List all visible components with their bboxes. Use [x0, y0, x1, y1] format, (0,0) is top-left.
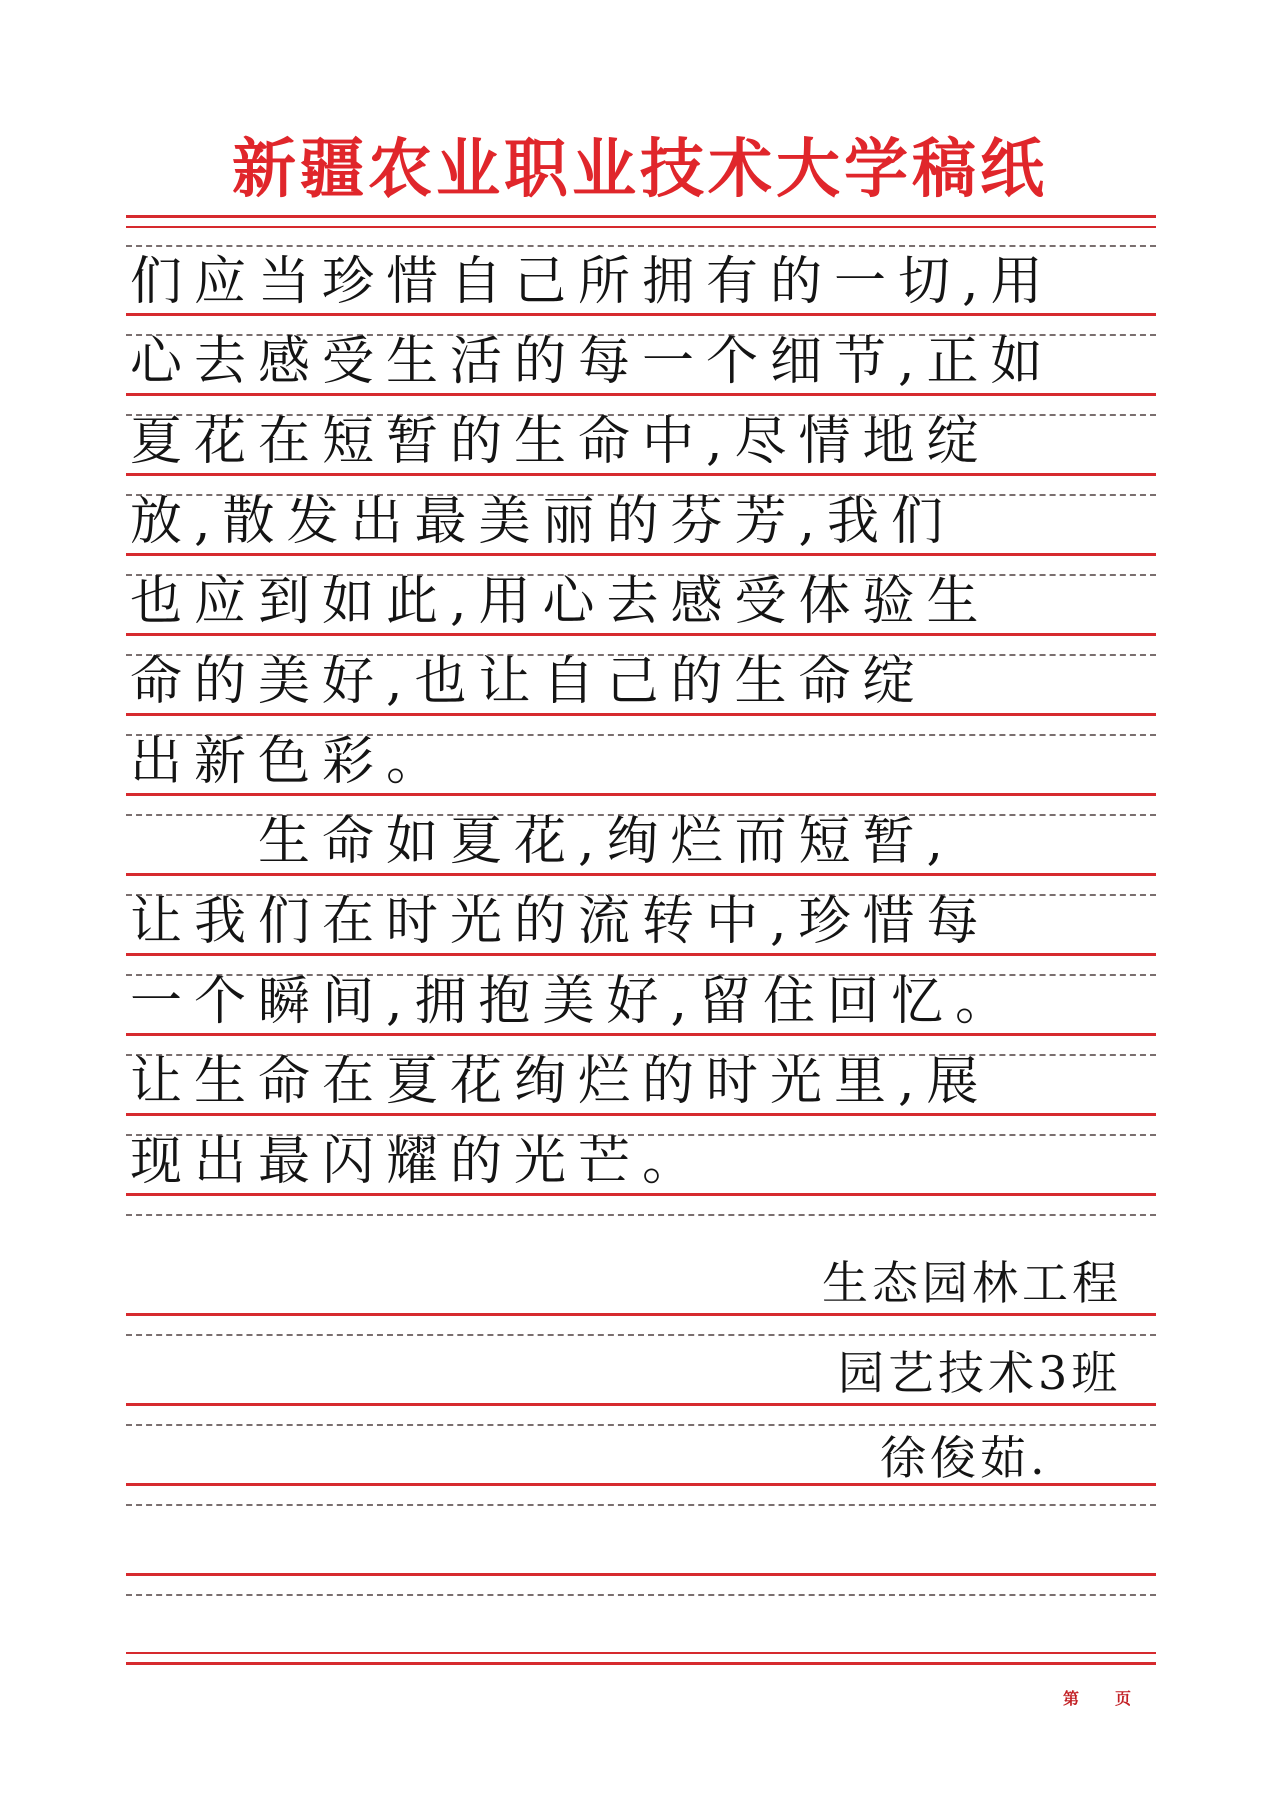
top-rule [126, 215, 1156, 218]
baseline-rule [126, 1193, 1156, 1196]
baseline-rule [126, 793, 1156, 796]
text-line-12: 现出最闪耀的光芒。 [130, 1132, 707, 1192]
baseline-rule [126, 633, 1156, 636]
baseline-rule [126, 473, 1156, 476]
baseline-rule [126, 1573, 1156, 1576]
text-line-5: 也应到如此,用心去感受体验生 [130, 572, 991, 632]
signature-major: 生态园林工程 [822, 1256, 1122, 1310]
text-line-9: 让我们在时光的流转中,珍惜每 [130, 892, 991, 952]
baseline-rule [126, 1403, 1156, 1406]
baseline-rule [126, 713, 1156, 716]
top-rule-inner [126, 226, 1156, 228]
text-line-3: 夏花在短暂的生命中,尽情地绽 [130, 412, 991, 472]
text-line-2: 心去感受生活的每一个细节,正如 [130, 332, 1055, 392]
baseline-rule [126, 953, 1156, 956]
text-line-8: 生命如夏花,绚烂而短暂, [130, 812, 956, 872]
guide-dash [126, 1594, 1156, 1596]
baseline-rule [126, 553, 1156, 556]
text-line-6: 命的美好,也让自己的生命绽 [130, 652, 927, 712]
text-line-4: 放,散发出最美丽的芬芳,我们 [130, 492, 956, 552]
page-number-suffix: 页 [1115, 1689, 1132, 1708]
guide-dash [126, 1504, 1156, 1506]
baseline-rule [126, 313, 1156, 316]
signature-author: 徐俊茹. [880, 1431, 1049, 1485]
bottom-rule [126, 1662, 1156, 1665]
guide-dash [126, 245, 1156, 247]
text-line-1: 们应当珍惜自己所拥有的一切,用 [130, 252, 1055, 312]
baseline-rule [126, 1313, 1156, 1316]
guide-dash [126, 1214, 1156, 1216]
text-line-10: 一个瞬间,拥抱美好,留住回忆。 [130, 972, 1020, 1032]
page-number-prefix: 第 [1063, 1689, 1080, 1708]
baseline-rule [126, 393, 1156, 396]
signature-class: 园艺技术3班 [838, 1346, 1122, 1400]
baseline-rule [126, 1113, 1156, 1116]
guide-dash [126, 1334, 1156, 1336]
bottom-rule-inner [126, 1652, 1156, 1654]
baseline-rule [126, 873, 1156, 876]
text-line-7: 出新色彩。 [130, 732, 451, 792]
paper-title: 新疆农业职业技术大学稿纸 [232, 132, 1048, 207]
baseline-rule [126, 1033, 1156, 1036]
guide-dash [126, 1424, 1156, 1426]
text-line-11: 让生命在夏花绚烂的时光里,展 [130, 1052, 991, 1112]
